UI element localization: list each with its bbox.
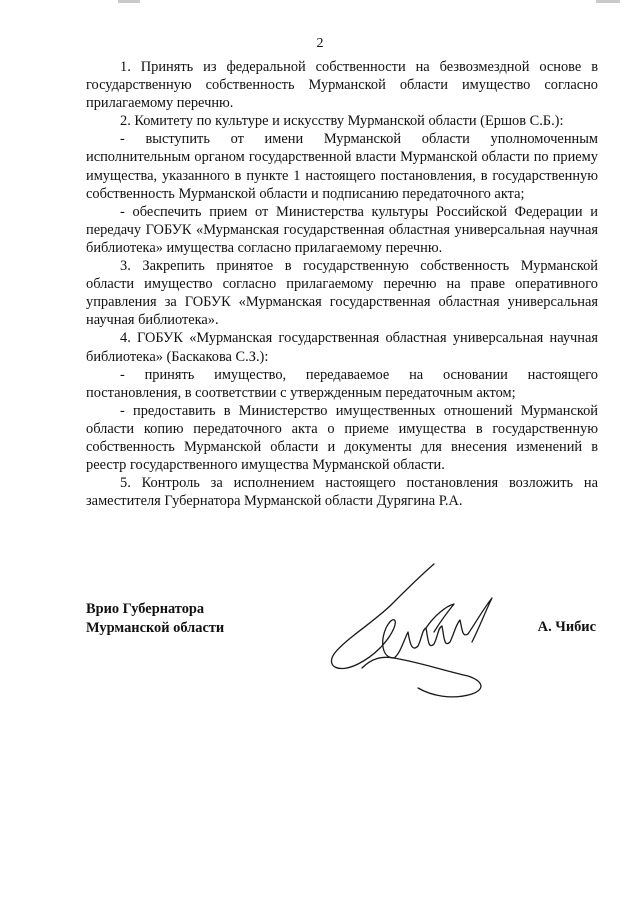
document-body (86, 58, 598, 510)
signatory-name: А. Чибис (537, 619, 596, 635)
scan-artifact-right (596, 0, 620, 3)
paragraph-2-item-2: - обеспечить прием от Министерства культуры Российской Федерации и передачу ГОБУК «Мурманская государственная областная универсальная научная библиотека» имущества согласно прилагаемому перечню. (86, 203, 598, 256)
scan-artifact-left (118, 0, 140, 3)
paragraph-4-item-2: - предоставить в Министерство имущественных отношений Мурманской области копию передаточного акта о приеме имущества в государственную собственность Мурманской области и документы для внесения изменений в реестр государственного имущества Мурманской области. (86, 402, 598, 474)
handwritten-signature (322, 558, 502, 708)
signatory-title-line-2: Мурманской области (86, 620, 225, 636)
page-number: 2 (316, 36, 324, 51)
paragraph-4: 4. ГОБУК «Мурманская государственная областная универсальная научная библиотека» (Баскакова С.З.): (86, 330, 598, 365)
paragraph-2-item-1: - выступить от имени Мурманской области уполномоченным исполнительным органом государственной власти Мурманской области по приему имущества, указанного в пункте 1 настоящего постановления, в государственную собственность Мурманской области и подписанию передаточного акта; (86, 131, 598, 202)
paragraph-5: 5. Контроль за исполнением настоящего постановления возложить на заместителя Губернатора Мурманской области Дурягина Р.А. (86, 475, 598, 510)
paragraph-2: 2. Комитету по культуре и искусству Мурманской области (Ершов С.Б.): (120, 113, 564, 130)
signatory-title-line-1: Врио Губернатора (86, 601, 205, 617)
signatory-title (86, 600, 224, 638)
paragraph-3: 3. Закрепить принятое в государственную собственность Мурманской области имущество согласно прилагаемому перечню на праве оперативного управления за ГОБУК «Мурманская государственная областная универсальная научная библиотека». (86, 258, 598, 329)
paragraph-1: 1. Принять из федеральной собственности на безвозмездной основе в государственную собственность Мурманской области имущество согласно прилагаемому перечню. (86, 59, 598, 112)
paragraph-4-item-1: - принять имущество, передаваемое на основании настоящего постановления, в соответствии с утвержденным передаточным актом; (86, 366, 598, 401)
